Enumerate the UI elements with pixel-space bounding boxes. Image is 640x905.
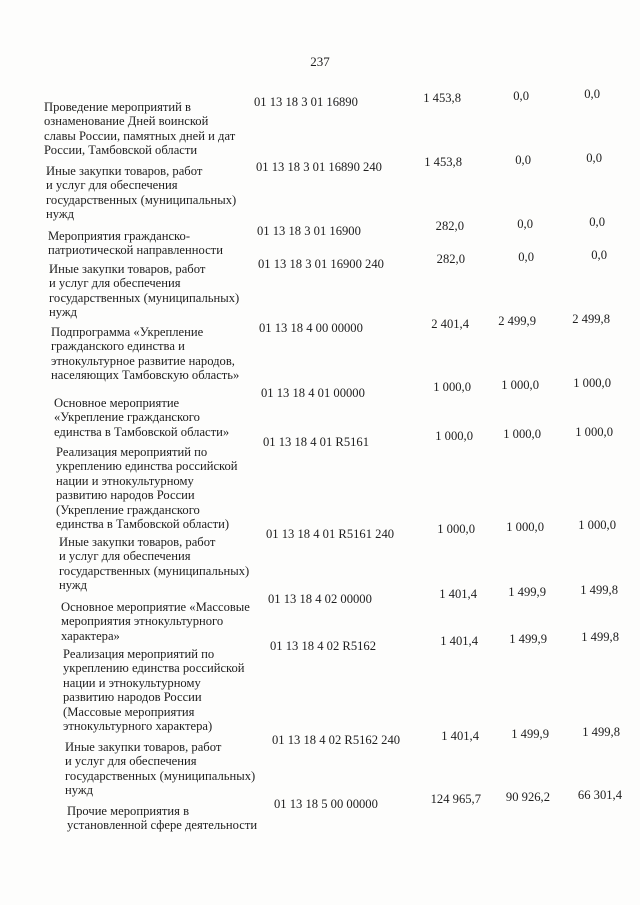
row-value-3: 2 499,8 bbox=[572, 312, 610, 326]
row-value-3: 1 499,8 bbox=[582, 725, 620, 739]
row-code: 01 13 18 4 02 R5162 240 bbox=[272, 733, 401, 747]
page-number: 237 bbox=[310, 54, 330, 69]
row-name: Подпрограмма «Укрепление гражданского единства и этнокультурное развитие народов, населяющих Тамбовскую область» bbox=[51, 325, 240, 383]
row-value-1: 1 401,4 bbox=[439, 587, 477, 601]
row-value-1: 1 000,0 bbox=[435, 429, 473, 443]
row-value-3: 0,0 bbox=[591, 248, 607, 262]
row-name: Реализация мероприятий по укреплению единства российской нации и этнокультурному развитию народов России (Укрепление гражданского единства в Тамбовской области) bbox=[56, 445, 238, 532]
row-code: 01 13 18 4 02 00000 bbox=[268, 592, 372, 606]
row-value-1: 1 000,0 bbox=[433, 380, 471, 394]
row-value-2: 1 000,0 bbox=[506, 520, 544, 534]
row-code: 01 13 18 4 00 00000 bbox=[259, 321, 363, 335]
row-name: Основное мероприятие «Массовые мероприятия этнокультурного характера» bbox=[61, 600, 250, 643]
row-code: 01 13 18 3 01 16890 bbox=[254, 95, 358, 109]
row-value-1: 1 453,8 bbox=[423, 91, 461, 105]
row-code: 01 13 18 5 00 00000 bbox=[274, 797, 378, 811]
row-value-1: 1 453,8 bbox=[424, 155, 462, 169]
row-value-1: 1 401,4 bbox=[441, 729, 479, 743]
row-code: 01 13 18 4 01 R5161 240 bbox=[266, 527, 395, 541]
row-name: Иные закупки товаров, работ и услуг для обеспечения государственных (муниципальных) нужд bbox=[49, 262, 240, 320]
row-value-2: 90 926,2 bbox=[505, 790, 550, 804]
row-value-3: 1 499,8 bbox=[581, 630, 619, 644]
row-value-2: 1 000,0 bbox=[503, 427, 541, 441]
row-code: 01 13 18 3 01 16890 240 bbox=[256, 160, 382, 174]
row-name: Иные закупки товаров, работ и услуг для обеспечения государственных (муниципальных) нужд bbox=[46, 164, 237, 222]
row-name: Мероприятия гражданско- патриотической направленности bbox=[48, 229, 223, 258]
row-value-3: 1 000,0 bbox=[578, 518, 616, 532]
row-value-3: 0,0 bbox=[586, 151, 602, 165]
row-value-3: 1 000,0 bbox=[573, 376, 611, 390]
row-code: 01 13 18 3 01 16900 240 bbox=[258, 257, 384, 271]
row-code: 01 13 18 3 01 16900 bbox=[257, 224, 361, 238]
row-value-2: 1 499,9 bbox=[509, 632, 547, 646]
row-name: Реализация мероприятий по укреплению единства российской нации и этнокультурному развитию народов России (Массовые мероприятия этнокультурного характера) bbox=[63, 647, 245, 734]
row-value-3: 0,0 bbox=[589, 215, 605, 229]
row-value-2: 1 499,9 bbox=[508, 585, 546, 599]
row-name: Прочие мероприятия в установленной сфере деятельности bbox=[67, 804, 258, 833]
row-name: Проведение мероприятий в ознаменование Дней воинской славы России, памятных дней и дат России, Тамбовской области bbox=[44, 100, 236, 158]
row-value-1: 1 401,4 bbox=[440, 634, 478, 648]
row-name: Основное мероприятие «Укрепление гражданского единства в Тамбовской области» bbox=[54, 396, 230, 439]
row-value-1: 282,0 bbox=[436, 252, 465, 266]
row-value-3: 1 499,8 bbox=[580, 583, 618, 597]
row-value-1: 124 965,7 bbox=[430, 792, 481, 806]
row-value-3: 66 301,4 bbox=[577, 788, 622, 802]
row-value-2: 0,0 bbox=[518, 250, 534, 264]
row-code: 01 13 18 4 01 00000 bbox=[261, 386, 365, 400]
row-name: Иные закупки товаров, работ и услуг для обеспечения государственных (муниципальных) нужд bbox=[65, 740, 256, 798]
row-value-2: 1 000,0 bbox=[501, 378, 539, 392]
row-value-2: 0,0 bbox=[515, 153, 531, 167]
row-code: 01 13 18 4 02 R5162 bbox=[270, 639, 377, 653]
row-value-2: 0,0 bbox=[513, 89, 529, 103]
row-value-1: 2 401,4 bbox=[431, 317, 469, 331]
row-code: 01 13 18 4 01 R5161 bbox=[263, 435, 370, 449]
row-value-1: 282,0 bbox=[435, 219, 464, 233]
row-name: Иные закупки товаров, работ и услуг для обеспечения государственных (муниципальных) нужд bbox=[59, 535, 250, 593]
row-value-1: 1 000,0 bbox=[437, 522, 475, 536]
row-value-3: 0,0 bbox=[584, 87, 600, 101]
row-value-2: 2 499,9 bbox=[498, 314, 536, 328]
row-value-2: 0,0 bbox=[517, 217, 533, 231]
row-value-2: 1 499,9 bbox=[511, 727, 549, 741]
row-value-3: 1 000,0 bbox=[575, 425, 613, 439]
